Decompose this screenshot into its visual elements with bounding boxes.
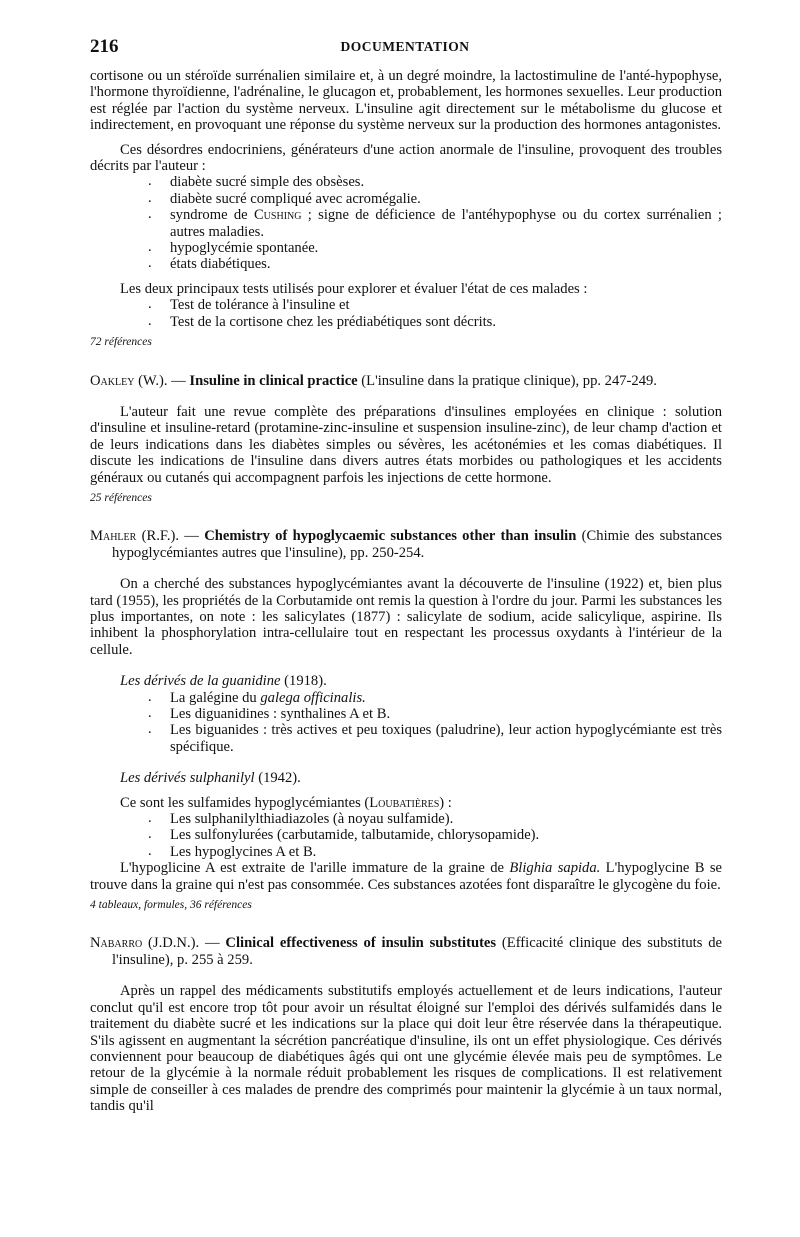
subheading-year: (1942).	[254, 770, 301, 787]
disorder-list	[90, 174, 722, 272]
abstract-mahler: On a cherché des substances hypoglycémiantes avant la découverte de l'insuline (1922) et, bien plus tard (1955), les propriétés de la Corbutamide ont remis la question à l'ordre du jour. Parmi les substances les plus importantes, on note : les salicylates (1877) : salicylate de sodium, acide salicylique, aspirine. Ils inhibent la phosphorylation intra-cellulaire tout en respectant les processus oxydants à l'intérieur de la cellule.	[90, 576, 722, 658]
list-item: . diabète sucré compliqué avec acromégalie.	[148, 191, 722, 207]
list-item: . Test de la cortisone chez les prédiabétiques sont décrits.	[148, 314, 722, 330]
guanidine-list	[90, 690, 722, 756]
list-item: . états diabétiques.	[148, 256, 722, 272]
citation-oakley	[90, 373, 722, 389]
text: Ce sont les sulfamides hypoglycémiantes (	[120, 794, 370, 811]
list-item: . Les biguanides : très actives et peu toxiques (paludrine), leur action hypoglycémiante est très spécifique.	[148, 722, 722, 755]
abstract-oakley: L'auteur fait une revue complète des préparations d'insulines employées en clinique : solution d'insuline et insuline-retard (protamine-zinc-insuline et suspension insuline-zinc), de leur champ d'action et de leurs indications dans les diabètes simples ou sévères, les acétonémies et les comas diabétiques. Il discute les indications de l'insuline dans divers autres états morbides ou pathologiques et les accidents généraux ou cutanés qui accompagnent parfois les injections de cette hormone.	[90, 403, 722, 486]
list-item	[148, 690, 722, 706]
subheading-guanidine	[90, 673, 722, 689]
citation-title: Insuline in clinical practice	[189, 372, 358, 389]
sulfamide-intro	[90, 795, 722, 811]
citation-details: (Efficacité clinique des substituts de l'insuline), p. 255 à 259.	[112, 935, 722, 968]
hypoglycine-paragraph	[90, 860, 722, 893]
running-title: DOCUMENTATION	[340, 39, 470, 54]
citation-initials: (R.F.). —	[136, 528, 205, 545]
list-item-text: syndrome de	[170, 207, 254, 224]
author-name-loubatieres: Loubatières	[369, 794, 440, 811]
references-count: 4 tableaux, formules, 36 références	[90, 899, 252, 912]
subheading-sulphanilyl	[90, 770, 722, 786]
page-header	[90, 36, 720, 58]
species-name: Blighia sapida.	[509, 860, 601, 877]
references-count: 72 références	[90, 336, 152, 349]
list-item: . hypoglycémie spontanée.	[148, 240, 722, 256]
tests-list	[90, 297, 722, 330]
citation-initials: (W.). —	[134, 372, 190, 389]
citation-mahler	[90, 528, 722, 561]
list-item: . Les sulphanilylthiadiazoles (à noyau sulfamide).	[148, 811, 722, 827]
page-body	[90, 68, 722, 1115]
subheading-text: Les dérivés de la guanidine	[120, 673, 281, 690]
references-count: 25 références	[90, 491, 152, 504]
subheading-year: (1918).	[280, 673, 327, 690]
subheading-text: Les dérivés sulphanilyl	[120, 770, 255, 787]
list-item-text: ; signe de déficience de l'antéhypophyse ou du cortex surrénalien ; autres maladies.	[170, 207, 722, 240]
intro-paragraph-1: cortisone ou un stéroïde surrénalien similaire et, à un degré moindre, la lactostimuline de l'anté-hypophyse, l'hormone thyroïdienne, l'adrénaline, le glucagon et, probablement, les hormones sexuelles. Leur production est réglée par l'action du système nerveux. L'insuline agit directement sur le métabolisme du glucose et indirectement, en provoquant une réponse du système nerveux sur la production des hormones antagonistes.	[90, 68, 722, 134]
list-item-text: La galégine du	[170, 689, 261, 706]
citation-author: Mahler	[90, 528, 137, 545]
citation-details: (Chimie des substances hypoglycémiantes autres que l'insuline), pp. 250-254.	[112, 528, 722, 561]
author-name-cushing: Cushing	[253, 207, 302, 224]
page-number: 216	[90, 36, 119, 57]
text: L'hypoglicine A est extraite de l'arille immature de la graine de	[120, 860, 510, 877]
citation-title: Clinical effectiveness of insulin substitutes	[225, 935, 497, 952]
citation-nabarro	[90, 935, 722, 968]
sulfamide-list	[90, 811, 722, 860]
intro-paragraph-2: Ces désordres endocriniens, générateurs d'une action anormale de l'insuline, provoquent des troubles décrits par l'auteur :	[90, 141, 722, 175]
citation-title: Chemistry of hypoglycaemic substances other than insulin	[204, 528, 577, 545]
intro-paragraph-3: Les deux principaux tests utilisés pour explorer et évaluer l'état de ces malades :	[120, 280, 588, 297]
species-name: galega officinalis.	[260, 689, 366, 706]
list-item: . Les diguanidines : synthalines A et B.	[148, 706, 722, 722]
text: L'hypoglycine B se trouve dans la graine qui n'est pas consommée. Ces substances azotées font disparaître le glycogène du foie.	[90, 860, 723, 893]
list-item: . diabète sucré simple des obsèses.	[148, 174, 722, 190]
list-item: . Les hypoglycines A et B.	[148, 844, 722, 860]
list-item: . Test de tolérance à l'insuline et	[148, 297, 722, 313]
citation-author: Oakley	[90, 372, 135, 389]
text: ) :	[439, 794, 452, 811]
abstract-nabarro: Après un rappel des médicaments substitutifs employés actuellement et de leurs indications, l'auteur conclut qu'il est encore trop tôt pour avoir un résultat éloigné sur l'emploi des dérivés sulfamidés dans le traitement du diabète sucré et les indications sur la place qui doit leur être réservée dans la thérapeutique. S'ils agissent en augmentant la sécrétion pancréatique d'insuline, ils ont un effet physiologique. Ces dérivés conviennent pour beaucoup de diabétiques âgés qui ont une glycémie élevée mais peu de symptômes. Le retour de la glycémie à la normale réduit probablement les risques de complications. Il est relativement simple de conseiller à ces malades de prendre des comprimés pour maintenir la glycémie à un taux normal, tandis qu'il	[90, 983, 722, 1115]
list-item: . Les sulfonylurées (carbutamide, talbutamide, chlorysopamide).	[148, 827, 722, 843]
list-item	[148, 207, 722, 240]
citation-details: (L'insuline dans la pratique clinique), pp. 247-249.	[357, 372, 657, 389]
citation-author: Nabarro	[90, 935, 143, 952]
citation-initials: (J.D.N.). —	[142, 935, 226, 952]
